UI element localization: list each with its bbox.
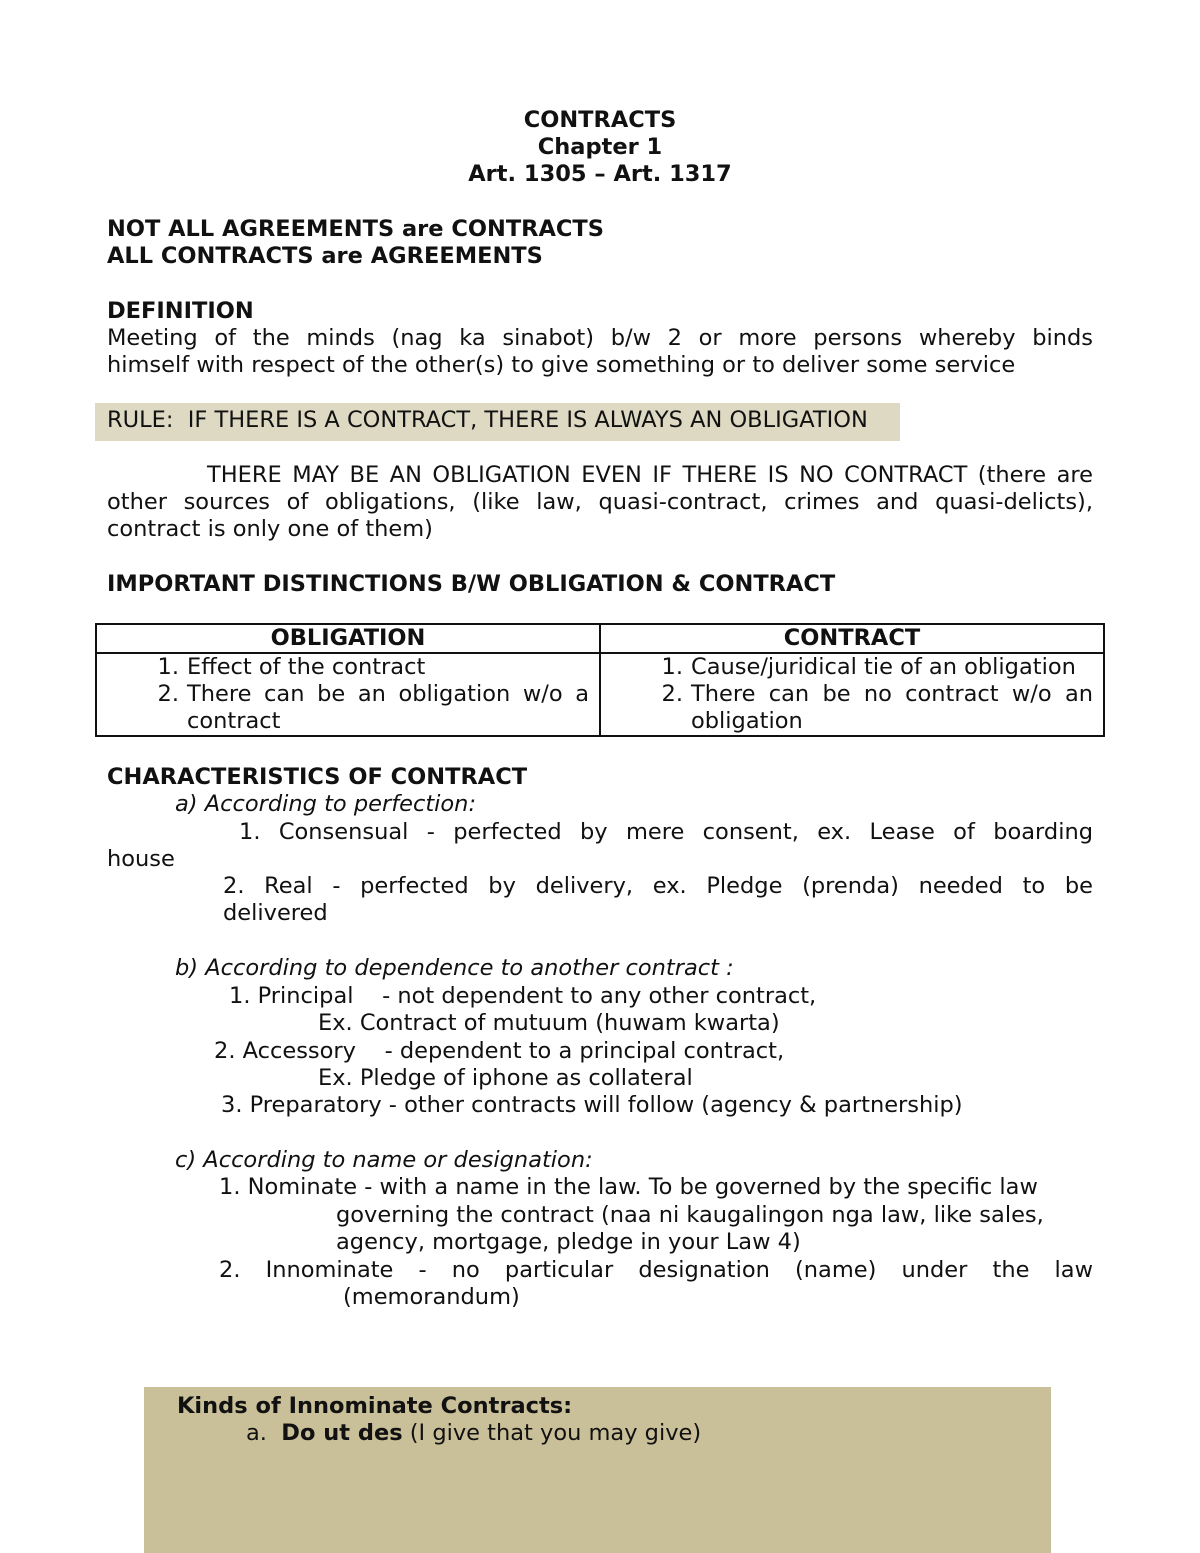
table-header-row [96, 624, 1104, 653]
table-row [96, 653, 1104, 736]
section-b-item-1-example: Ex. Contract of mutuum (huwam kwarta) [318, 1010, 780, 1036]
definition-heading: DEFINITION [107, 298, 254, 324]
section-b-item-3: 3. Preparatory - other contracts will follow (agency & partnership) [221, 1092, 963, 1118]
article-range: Art. 1305 – Art. 1317 [468, 161, 732, 187]
section-b-item-1: 1. Principal - not dependent to any other contract, [229, 983, 817, 1009]
contract-column-header: CONTRACT [600, 624, 1104, 653]
section-b-title: b) According to dependence to another contract : [175, 955, 734, 981]
note-line-2: other sources of obligations, (like law, quasi-contract, crimes and quasi-delicts), [107, 489, 1093, 515]
definition-line-2: himself with respect of the other(s) to give something or to deliver some service [107, 352, 1016, 378]
innominate-item-letter: a. [246, 1420, 267, 1446]
section-a-item-1-line-2: house [107, 846, 175, 872]
section-b-item-2: 2. Accessory - dependent to a principal contract, [214, 1038, 785, 1064]
principle-line-1: NOT ALL AGREEMENTS are CONTRACTS [107, 216, 604, 242]
note-line-3: contract is only one of them) [107, 516, 433, 542]
distinctions-heading: IMPORTANT DISTINCTIONS B/W OBLIGATION & CONTRACT [107, 571, 836, 597]
chapter-label: Chapter 1 [537, 134, 663, 160]
list-text: There can be an obligation w/o a contract [187, 681, 589, 734]
section-c-item-1-line-2: governing the contract (naa ni kaugalingon nga law, like sales, [336, 1202, 1044, 1228]
section-a-title: a) According to perfection: [175, 791, 477, 817]
section-c-item-2-line-1: 2. Innominate - no particular designation (name) under the law [219, 1257, 1093, 1283]
definition-line-1: Meeting of the minds (nag ka sinabot) b/w 2 or more persons whereby binds [107, 325, 1093, 351]
section-c-title: c) According to name or designation: [175, 1147, 593, 1173]
obligation-cell [96, 653, 600, 736]
section-c-item-2-line-2: (memorandum) [343, 1284, 520, 1310]
section-a-item-2-line-1: 2. Real - perfected by delivery, ex. Pledge (prenda) needed to be [223, 873, 1093, 899]
list-number: 2. [157, 681, 179, 707]
section-a-item-2-line-2: delivered [223, 900, 328, 926]
innominate-box-title: Kinds of Innominate Contracts: [177, 1393, 573, 1419]
list-text: There can be no contract w/o an obligation [691, 681, 1093, 734]
list-text: Effect of the contract [187, 654, 426, 680]
list-item [97, 654, 599, 681]
obligation-column-header: OBLIGATION [96, 624, 600, 653]
contract-cell [600, 653, 1104, 736]
distinctions-table [95, 623, 1105, 737]
section-a-item-1-line-1: 1. Consensual - perfected by mere consent, ex. Lease of boarding [239, 819, 1093, 845]
characteristics-heading: CHARACTERISTICS OF CONTRACT [107, 764, 528, 790]
principle-line-2: ALL CONTRACTS are AGREEMENTS [107, 243, 543, 269]
list-number: 1. [157, 654, 179, 680]
list-number: 1. [661, 654, 683, 680]
document-title: CONTRACTS [523, 107, 677, 133]
innominate-item [246, 1420, 701, 1447]
note-line-1: THERE MAY BE AN OBLIGATION EVEN IF THERE IS NO CONTRACT (there are [207, 462, 1093, 488]
list-number: 2. [661, 681, 683, 707]
section-c-item-1-line-1: 1. Nominate - with a name in the law. To be governed by the specific law [219, 1174, 1038, 1200]
innominate-item-term: Do ut des [281, 1420, 403, 1446]
section-c-item-1-line-3: agency, mortgage, pledge in your Law 4) [336, 1229, 801, 1255]
list-text: Cause/juridical tie of an obligation [691, 654, 1076, 680]
list-item [601, 681, 1103, 735]
section-b-item-2-example: Ex. Pledge of iphone as collateral [318, 1065, 693, 1091]
list-item [601, 654, 1103, 681]
innominate-item-meaning: (I give that you may give) [402, 1420, 702, 1446]
list-item [97, 681, 599, 735]
rule-text: RULE: IF THERE IS A CONTRACT, THERE IS ALWAYS AN OBLIGATION [107, 407, 868, 433]
